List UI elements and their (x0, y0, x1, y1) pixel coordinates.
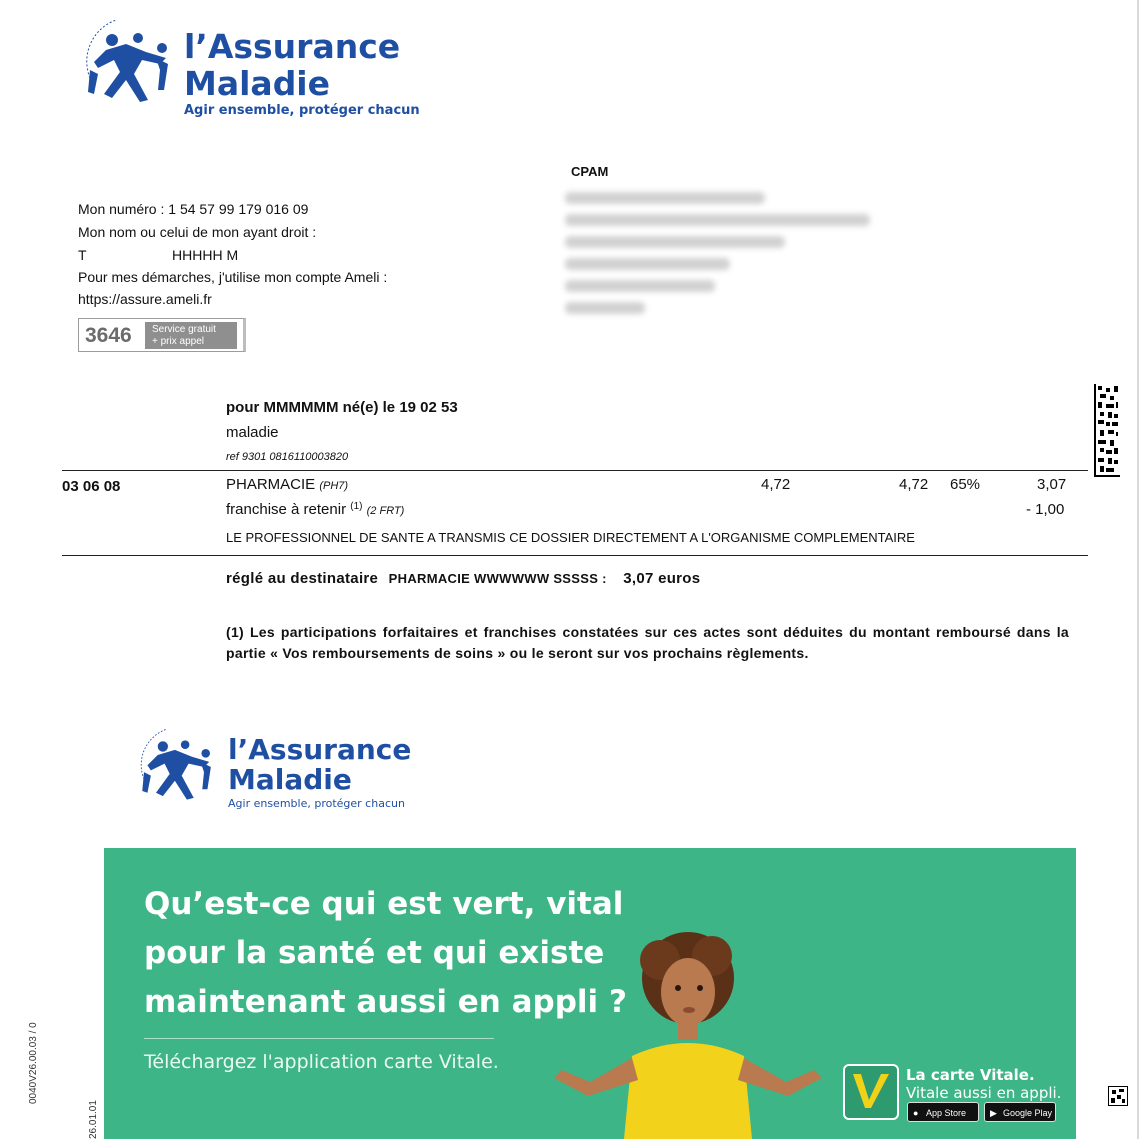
base-amount: 4,72 (899, 476, 929, 493)
apple-icon: ● (913, 1108, 919, 1118)
banner-rule (144, 1038, 494, 1039)
banner-headline-line-2: pour la santé et qui existe (144, 935, 605, 971)
payment-line (226, 570, 700, 587)
franchise-code: (2 FRT) (366, 505, 405, 517)
logo-line-1: l’Assurance (228, 733, 412, 766)
phone-tag-line-1: Service gratuit (152, 324, 216, 335)
banner-subline: Téléchargez l'application carte Vitale. (144, 1051, 499, 1073)
amount-paid: 4,72 (761, 476, 791, 493)
phone-tag (145, 322, 237, 349)
assurance-maladie-logo (76, 14, 421, 124)
phone-number: 3646 (85, 324, 132, 347)
act-code: (PH7) (319, 480, 349, 492)
act-date: 03 06 08 (62, 478, 121, 495)
vitale-subtitle: Vitale aussi en appli. (906, 1084, 1062, 1102)
emblem-icon (132, 724, 222, 810)
franchise-label: franchise à retenir (226, 501, 347, 518)
app-store-label: App Store (926, 1108, 967, 1118)
logo-line-1: l’Assurance (184, 27, 401, 66)
ameli-account-label: Pour mes démarches, j'utilise mon compte Ameli : (78, 269, 388, 285)
address-redacted (565, 192, 875, 324)
logo-tagline: Agir ensemble, protéger chacun (184, 103, 420, 118)
risk-type: maladie (226, 424, 279, 441)
phone-badge (78, 318, 246, 352)
paid-to-label: réglé au destinataire (226, 570, 379, 587)
vitale-banner (104, 848, 1076, 1139)
margin-code-2: 26.01.01 (88, 1100, 99, 1139)
logo-line-2: Maladie (228, 763, 352, 796)
transmission-notice: LE PROFESSIONNEL DE SANTE A TRANSMIS CE DOSSIER DIRECTEMENT A L'ORGANISME COMPLEMENTAIRE (226, 530, 915, 545)
google-play-label: Google Play (1003, 1108, 1053, 1118)
paid-to: PHARMACIE WWWWWW SSSSS : (388, 571, 607, 586)
woman-shrugging-illustration (542, 930, 832, 1139)
emblem-icon (76, 14, 181, 114)
google-play-badge[interactable] (984, 1102, 1056, 1122)
logo-line-2: Maladie (184, 64, 331, 103)
small-datamatrix-icon (1108, 1086, 1128, 1106)
datamatrix-icon (1094, 384, 1120, 477)
vitale-title: La carte Vitale. (906, 1066, 1035, 1084)
footnote-text: Les participations forfaitaires et franchises constatées sur ces actes sont déduites du montant remboursé dans la partie « Vos remboursements de soins » ou le seront sur vos prochains règlements. (226, 624, 1069, 661)
footnote (226, 622, 1069, 664)
assurance-maladie-logo-2 (132, 724, 442, 816)
franchise-amount: - 1,00 (1026, 501, 1065, 518)
insured-name: HHHHH M (172, 247, 239, 263)
table-top-rule (62, 470, 1088, 471)
banner-headline-line-1: Qu’est-ce qui est vert, vital (144, 886, 624, 922)
vitale-logo-icon (843, 1064, 899, 1120)
beneficiary: pour MMMMMM né(e) le 19 02 53 (226, 399, 458, 416)
insured-number: Mon numéro : 1 54 57 99 179 016 09 (78, 201, 309, 217)
paid-amount: 3,07 euros (623, 570, 701, 587)
table-bottom-rule (62, 555, 1088, 556)
franchise-line (226, 501, 404, 518)
cpam-label: CPAM (571, 164, 609, 179)
google-play-icon: ▶ (990, 1108, 997, 1118)
margin-code-1: 0040V26.00.03 / 0 (28, 1022, 39, 1104)
banner-headline-line-3: maintenant aussi en appli ? (144, 984, 627, 1020)
reimbursed-amount: 3,07 (1037, 476, 1067, 493)
logo-tagline: Agir ensemble, protéger chacun (228, 797, 405, 810)
insured-name-label: Mon nom ou celui de mon ayant droit : (78, 224, 317, 240)
reference: ref 9301 0816110003820 (226, 451, 349, 463)
insured-initial: T (78, 247, 87, 263)
act-label (226, 476, 348, 493)
phone-tag-line-2: + prix appel (152, 336, 204, 347)
franchise-note-ref: (1) (350, 501, 363, 512)
reimbursement-rate: 65% (950, 476, 981, 493)
act-name: PHARMACIE (226, 476, 316, 493)
ameli-url[interactable]: https://assure.ameli.fr (78, 291, 212, 307)
app-store-badge[interactable] (907, 1102, 979, 1122)
footnote-mark: (1) (226, 624, 245, 640)
